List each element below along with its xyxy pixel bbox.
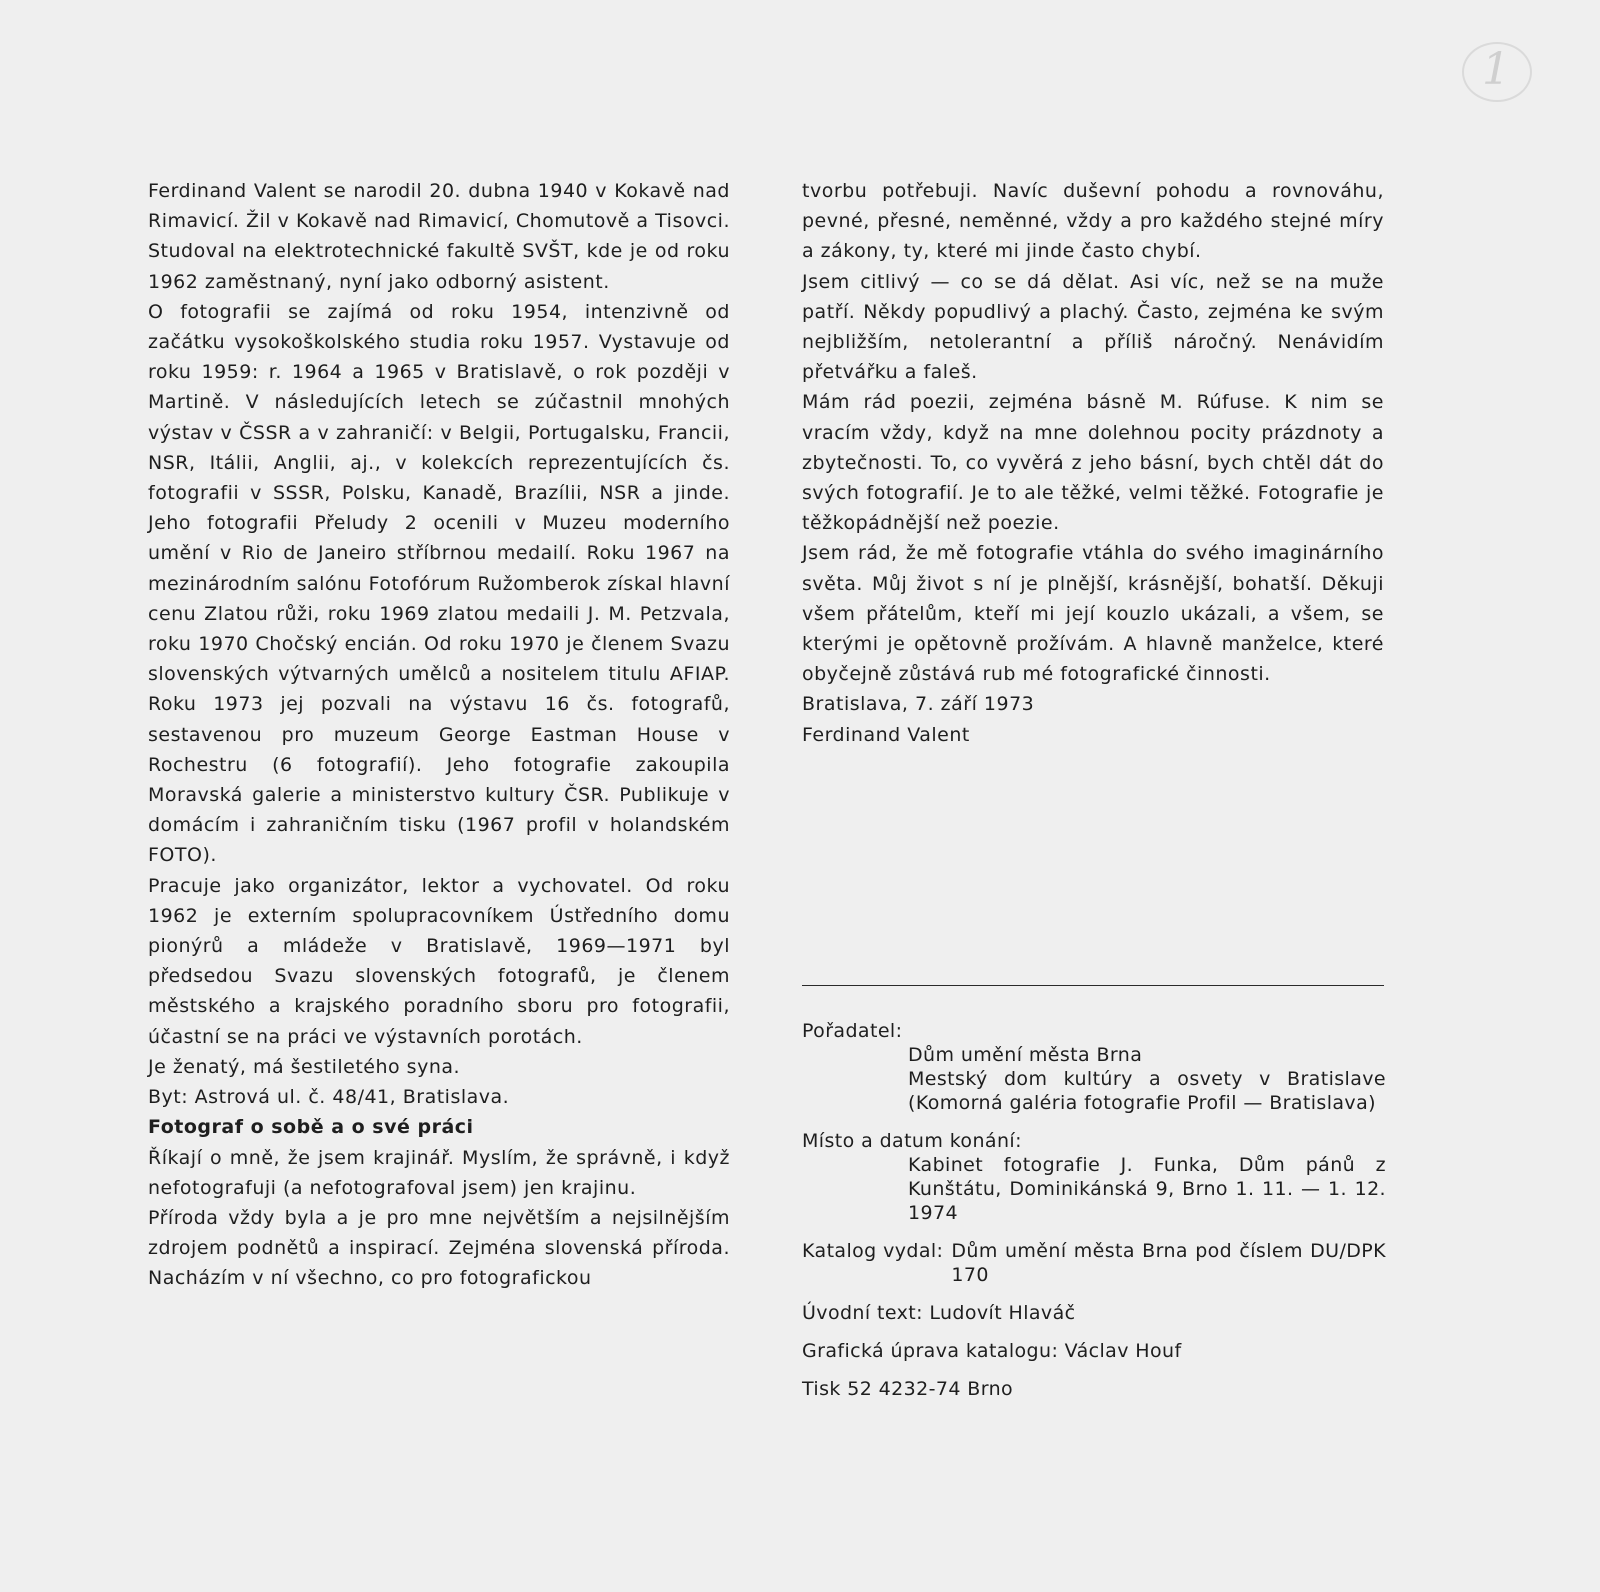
author-name: Ferdinand Valent [802,723,970,746]
essay-paragraph: Příroda vždy byla a je pro mne největším a nejsilnějším zdrojem podnětů a inspirací. Zejména slovenská příroda. Nacházím v ní všechno, co pro fotografickou [148,1206,730,1290]
organizer-line: Mestský dom kultúry a osvety v Bratislave (Komorná galéria fotografie Profil — Bratislava) [908,1068,1386,1114]
page-number: 1 [1456,40,1536,100]
venue-text: Kabinet fotografie J. Funka, Dům pánů z Kunštátu, Dominikánská 9, Brno 1. 11. — 1. 12. 1974 [908,1154,1386,1224]
intro-text-credit: Úvodní text: Ludovít Hlaváč [802,1302,1076,1324]
organizer-line: Dům umění města Brna [908,1044,1143,1066]
essay-paragraph: Jsem rád, že mě fotografie vtáhla do svého imaginárního světa. Můj život s ní je plnější, krásnější, bohatší. Děkuji všem přátelům, kteří mi její kouzlo ukázali, a všem, se kterými je opětovně prožívám. A hlavně manželce, které obyčejně zůstává rub mé fotografické činnosti. [802,542,1384,686]
place-date: Bratislava, 7. září 1973 [802,693,1035,716]
venue-label: Místo a datum konání: [802,1130,1022,1152]
catalog-text: Dům umění města Brna pod číslem DU/DPK 170 [951,1240,1386,1286]
design-credit: Grafická úprava katalogu: Václav Houf [802,1340,1182,1362]
essay-paragraph: Mám rád poezii, zejména básně M. Rúfuse. K nim se vracím vždy, když na mne dolehnou pocity prázdnoty a zbytečnosti. To, co vyvěrá z jeho básní, bych chtěl dát do svých fotografií. Je to ale těžké, velmi těžké. Fotografie je těžkopádnější než poezie. [802,391,1384,535]
essay-paragraph: Říkají o mně, že jsem krajinář. Myslím, že správně, i když nefotografuji (a nefotografoval jsem) jen krajinu. [148,1146,730,1199]
catalog-label: Katalog vydal: [802,1240,944,1262]
essay-paragraph: Jsem citlivý — co se dá dělat. Asi víc, než se na muže patří. Někdy popudlivý a plachý. Často, zejména ke svým nejbližším, netolerantní a příliš náročný. Nenávidím přetvářku a faleš. [802,270,1384,384]
bio-paragraph: Ferdinand Valent se narodil 20. dubna 1940 v Kokavě nad Rimavicí. Žil v Kokavě nad Rimavicí, Chomutově a Tisovci. Studoval na elektrotechnické fakultě SVŠT, kde je od roku 1962 zaměstnaný, nyní jako odborný asistent. [148,180,730,293]
bio-paragraph: O fotografii se zajímá od roku 1954, intenzivně od začátku vysokoškolského studia roku 1957. Vystavuje od roku 1959: r. 1964 a 1965 v Bratislavě, o rok později v Martině. V následujících letech se zúčastnil mnohých výstav v ČSSR a v zahraničí: v Belgii, Portugalsku, Francii, NSR, Itálii, Anglii, aj., v kolekcích reprezentujících čs. fotografii v SSSR, Polsku, Kanadě, Brazílii, NSR a jinde. Jeho fotografii Přeludy 2 ocenili v Muzeu moderního umění v Rio de Janeiro stříbrnou medailí. Roku 1967 na mezinárodním salónu Fotofórum Ružomberok získal hlavní cenu Zlatou růži, roku 1969 zlatou medaili J. M. Petzvala, roku 1970 Chočský encián. Od roku 1970 je členem Svazu slovenských výtvarných umělců a nositelem titulu AFIAP. Roku 1973 jej pozvali na výstavu 16 čs. fotografů, sestavenou pro muzeum George Eastman House v Rochestru (6 fotografií). Jeho fotografie zakoupila Moravská galerie a ministerstvo kultury ČSR. Publikuje v domácím i zahraničním tisku (1967 profil v holandském FOTO). [148,300,730,867]
bio-paragraph: Je ženatý, má šestiletého syna. [148,1055,461,1078]
right-column [802,176,1384,750]
catalog-row [802,1239,1386,1287]
print-credit: Tisk 52 4232-74 Brno [802,1378,1014,1400]
section-heading: Fotograf o sobě a o své práci [148,1116,474,1139]
bio-paragraph: Byt: Astrová ul. č. 48/41, Bratislava. [148,1086,510,1109]
credits-block [802,1019,1386,1401]
left-column [148,176,730,1294]
organizer-label: Pořadatel: [802,1020,903,1042]
essay-paragraph: tvorbu potřebuji. Navíc duševní pohodu a rovnováhu, pevné, přesné, neměnné, vždy a pro každého stejné míry a zákony, ty, které mi jinde často chybí. [802,180,1384,263]
bio-paragraph: Pracuje jako organizátor, lektor a vychovatel. Od roku 1962 je externím spolupracovníkem Ústředního domu pionýrů a mládeže v Bratislavě, 1969—1971 byl předsedou Svazu slovenských fotografů, je členem městského a krajského poradního sboru pro fotografii, účastní se na práci ve výstavních porotách. [148,874,730,1048]
divider-line [802,985,1384,986]
